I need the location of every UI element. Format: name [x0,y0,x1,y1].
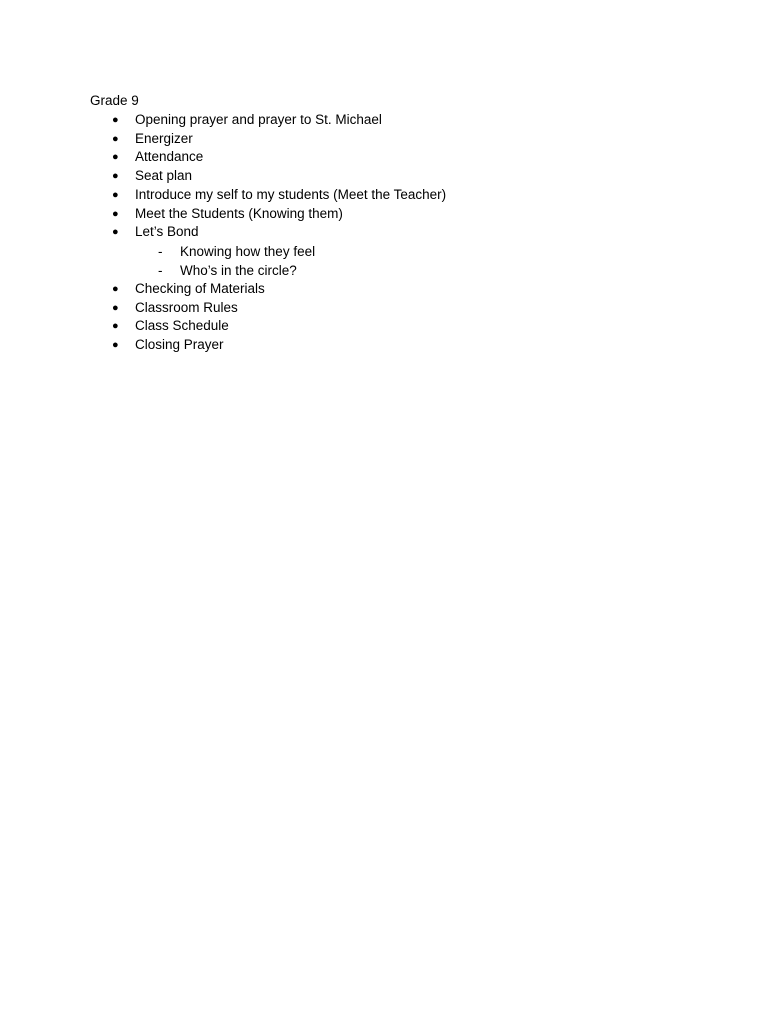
list-item [0,130,446,149]
list-item-label: Classroom Rules [135,299,238,315]
list-item [0,299,446,318]
dash-icon: - [158,243,163,259]
list-item-label: Checking of Materials [135,280,265,296]
list-item [0,186,446,205]
list-item-label: Energizer [135,130,193,146]
bullet-icon: ● [112,114,119,126]
sub-list-item [135,261,446,280]
list-item [0,336,446,355]
sub-list-item-label: Who’s in the circle? [180,262,297,278]
list-item [0,223,446,280]
list-item [0,280,446,299]
bullet-icon: ● [112,151,119,164]
list-item [0,205,446,224]
list-item-label: Let’s Bond [135,224,199,240]
sub-list [135,242,446,280]
bullet-icon: ● [112,301,119,314]
list-item-label: Meet the Students (Knowing them) [135,205,343,221]
list-item-label: Introduce my self to my students (Meet the Teacher) [135,186,447,202]
agenda-list [0,111,446,355]
document-heading: Grade 9 [90,93,139,108]
bullet-icon: ● [112,282,119,295]
list-item-label: Closing Prayer [135,337,224,353]
bullet-icon: ● [112,226,119,239]
dash-icon: - [158,262,163,278]
list-item-label: Seat plan [135,168,193,184]
bullet-icon: ● [112,339,119,352]
list-item-label: Class Schedule [135,318,229,334]
bullet-icon: ● [112,132,119,145]
list-item-label: Opening prayer and prayer to St. Michael [135,112,382,127]
list-item [0,317,446,336]
list-item [0,148,446,167]
bullet-icon: ● [112,207,119,220]
list-item [0,167,446,186]
list-item [0,111,446,130]
bullet-icon: ● [112,170,119,183]
bullet-icon: ● [112,188,119,201]
bullet-icon: ● [112,320,119,333]
list-item-label: Attendance [135,149,204,165]
sub-list-item [135,242,446,261]
sub-list-item-label: Knowing how they feel [180,243,316,259]
